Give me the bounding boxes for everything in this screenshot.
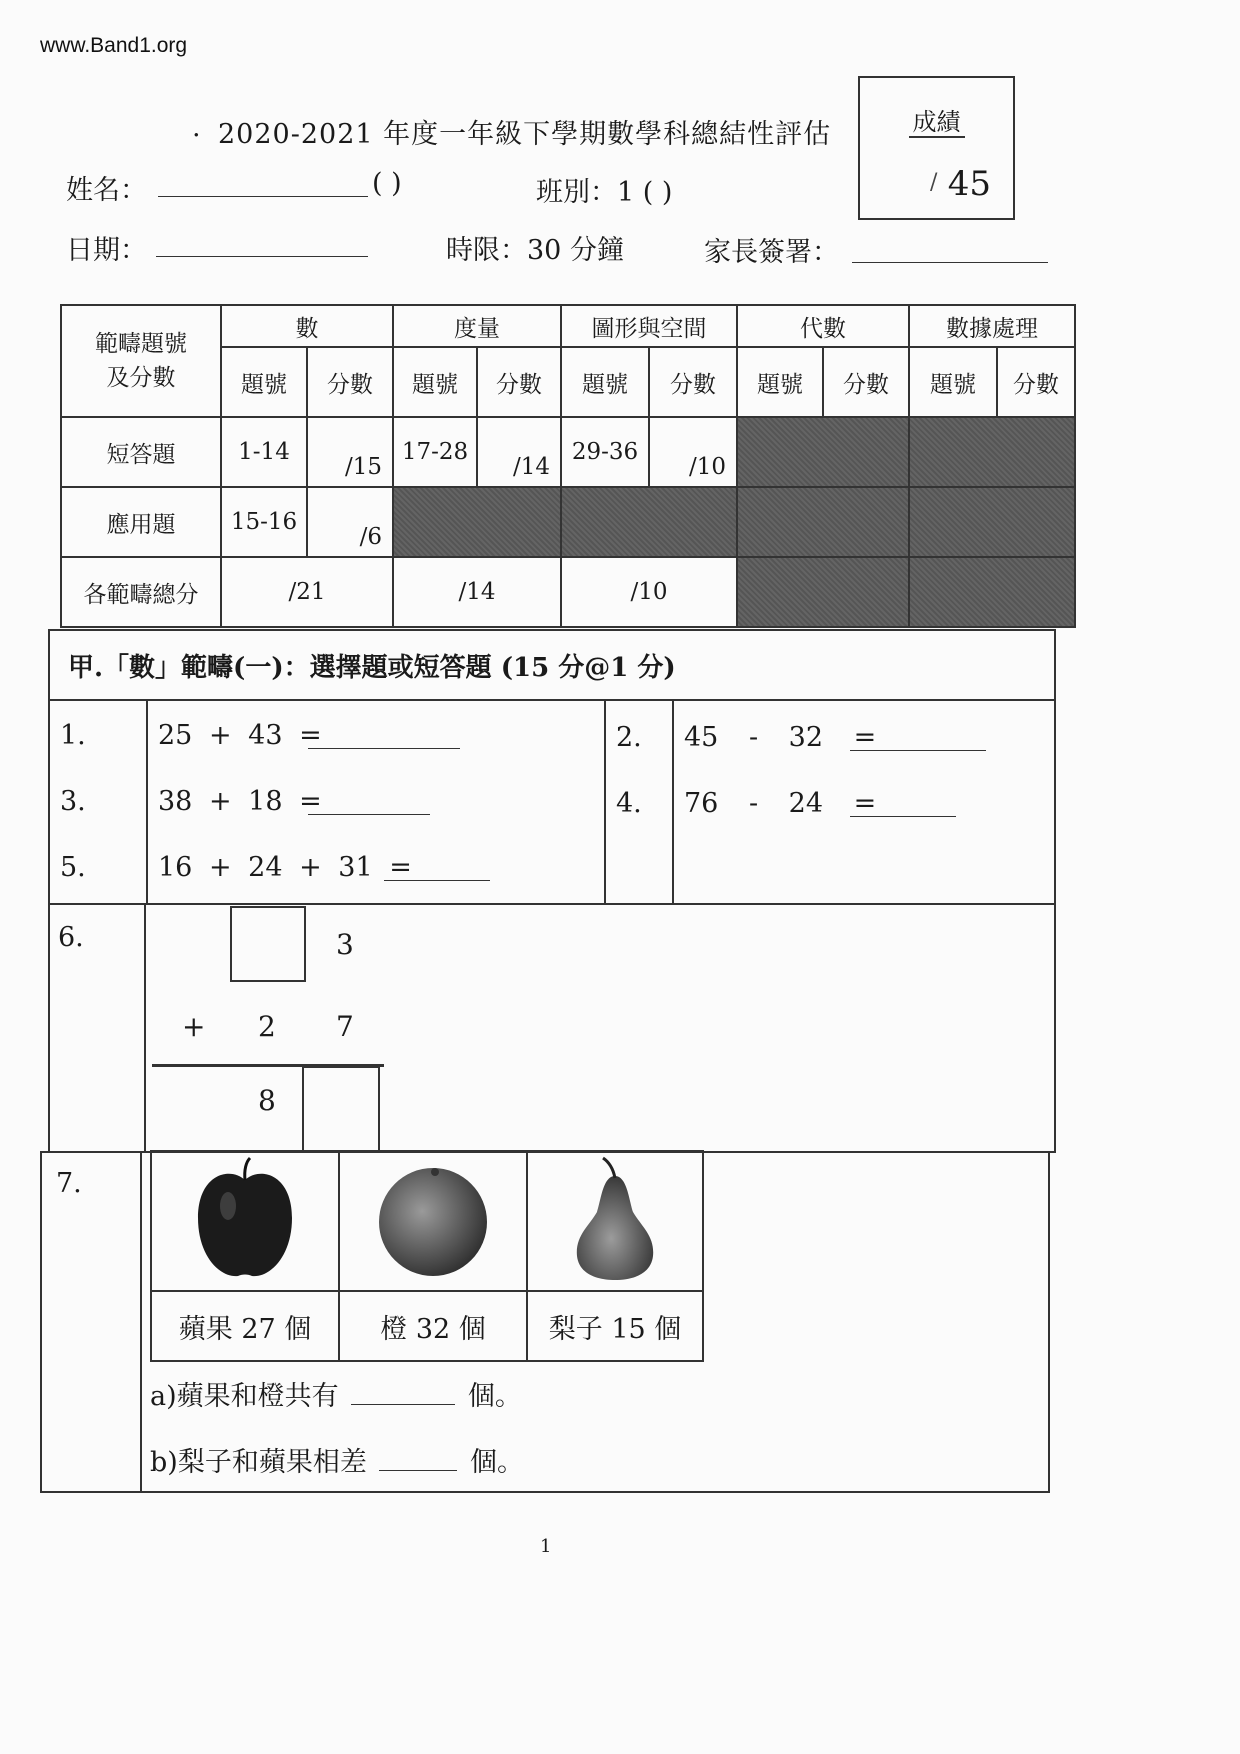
q3-expression: 38 + 18 =	[158, 786, 322, 817]
sub-header-qno: 題號	[221, 347, 307, 417]
score-box	[858, 76, 1015, 220]
section-a-heading: 甲.「數」範疇(一)：選擇題或短答題 (15 分@1 分)	[48, 629, 1056, 701]
shaded-cell	[393, 487, 561, 557]
q6-blank-box-ones[interactable]	[302, 1066, 380, 1153]
q4-answer-line[interactable]	[850, 816, 956, 817]
qrange-number: 1-14	[221, 417, 307, 487]
q1-expression: 25 + 43 =	[158, 720, 322, 751]
apple-icon	[190, 1156, 300, 1282]
title-dot: .	[192, 112, 201, 143]
corner-cell	[61, 305, 221, 417]
q7b-question	[150, 1440, 524, 1479]
shaded-cell	[909, 557, 1075, 627]
orange-caption: 橙 32 個	[339, 1291, 527, 1361]
q4-expression: 76 - 24 =	[684, 788, 877, 819]
shaded-cell	[561, 487, 737, 557]
total-shape: /10	[561, 557, 737, 627]
sub-header-qno: 題號	[909, 347, 997, 417]
row-label-total: 各範疇總分	[61, 557, 221, 627]
sub-header-score: 分數	[823, 347, 909, 417]
orange-icon	[373, 1156, 493, 1282]
q6-addend-tens: 2	[258, 1010, 276, 1043]
q7a-question	[150, 1374, 522, 1413]
domain-shape-space: 圖形與空間	[561, 305, 737, 347]
q7a-answer-line[interactable]	[351, 1404, 455, 1405]
q6-plus-sign: +	[182, 1010, 206, 1043]
q7a-prefix: a)蘋果和橙共有	[150, 1381, 339, 1412]
q6-number: 6.	[58, 922, 84, 953]
q3-number: 3.	[60, 786, 86, 817]
row-label-application: 應用題	[61, 487, 221, 557]
pear-icon	[567, 1156, 663, 1282]
fruit-table	[150, 1150, 704, 1362]
qrange-shape: 29-36	[561, 417, 649, 487]
q7a-suffix: 個。	[467, 1381, 522, 1412]
divider	[146, 699, 148, 905]
sub-header-score: 分數	[997, 347, 1075, 417]
date-line[interactable]	[156, 256, 368, 257]
total-measures: /14	[393, 557, 561, 627]
name-line[interactable]	[158, 196, 368, 197]
q6-top-ones: 3	[336, 928, 354, 961]
score-slash: /	[930, 170, 938, 195]
qrange-measures: 17-28	[393, 417, 477, 487]
parent-signature-line[interactable]	[852, 262, 1048, 263]
parent-signature-label: 家長簽署：	[704, 237, 839, 268]
shaded-cell	[909, 417, 1075, 487]
score-shape-short: /10	[649, 417, 737, 487]
q7b-suffix: 個。	[470, 1447, 525, 1478]
sub-header-qno: 題號	[393, 347, 477, 417]
sub-header-score: 分數	[649, 347, 737, 417]
score-summary-table	[60, 304, 1076, 628]
corner-line-2: 及分數	[106, 365, 176, 391]
q2-expression: 45 - 32 =	[684, 722, 877, 753]
q1-number: 1.	[60, 720, 86, 751]
qrange-application: 15-16	[221, 487, 307, 557]
name-number-paren: ( )	[372, 168, 402, 199]
q6-addend-ones: 7	[336, 1010, 354, 1043]
sub-header-score: 分數	[307, 347, 393, 417]
domain-measures: 度量	[393, 305, 561, 347]
score-measures-short: /14	[477, 417, 561, 487]
corner-line-1: 範疇題號	[95, 331, 187, 357]
total-number: /21	[221, 557, 393, 627]
sub-header-qno: 題號	[561, 347, 649, 417]
name-label: 姓名：	[66, 175, 147, 206]
row-label-short: 短答題	[61, 417, 221, 487]
page-number: 1	[540, 1536, 552, 1557]
divider	[604, 699, 606, 905]
q5-answer-line[interactable]	[384, 880, 490, 881]
sub-header-score: 分數	[477, 347, 561, 417]
domain-algebra: 代數	[737, 305, 909, 347]
divider	[672, 699, 674, 905]
pear-cell	[527, 1151, 703, 1291]
divider	[144, 903, 146, 1153]
q4-number: 4.	[616, 788, 642, 819]
q7b-prefix: b)梨子和蘋果相差	[150, 1447, 367, 1478]
shaded-cell	[909, 487, 1075, 557]
q1-answer-line[interactable]	[308, 748, 460, 749]
date-label: 日期：	[66, 235, 147, 266]
orange-cell	[339, 1151, 527, 1291]
sub-header-qno: 題號	[737, 347, 823, 417]
q2-number: 2.	[616, 722, 642, 753]
site-watermark: www.Band1.org	[40, 34, 188, 57]
shaded-cell	[737, 417, 909, 487]
class-label: 班別：1 ( )	[536, 177, 673, 208]
exam-title: 2020-2021 年度一年級下學期數學科總結性評估	[218, 119, 832, 150]
domain-number: 數	[221, 305, 393, 347]
q2-answer-line[interactable]	[850, 750, 986, 751]
q3-answer-line[interactable]	[308, 814, 430, 815]
apple-cell	[151, 1151, 339, 1291]
divider	[140, 1151, 142, 1493]
q7b-answer-line[interactable]	[379, 1470, 457, 1471]
pear-caption: 梨子 15 個	[527, 1291, 703, 1361]
score-total: 45	[947, 164, 991, 204]
score-application: /6	[307, 487, 393, 557]
score-number-short: /15	[307, 417, 393, 487]
q5-expression: 16 + 24 + 31 =	[158, 852, 412, 883]
time-limit: 時限：30 分鐘	[446, 235, 624, 266]
shaded-cell	[737, 557, 909, 627]
q7-number: 7.	[56, 1168, 82, 1199]
domain-data-handling: 數據處理	[909, 305, 1075, 347]
shaded-cell	[737, 487, 909, 557]
q6-result-tens: 8	[258, 1084, 276, 1117]
q5-number: 5.	[60, 852, 86, 883]
apple-caption: 蘋果 27 個	[151, 1291, 339, 1361]
q6-blank-box-tens[interactable]	[230, 906, 306, 982]
score-label: 成績	[909, 108, 965, 138]
